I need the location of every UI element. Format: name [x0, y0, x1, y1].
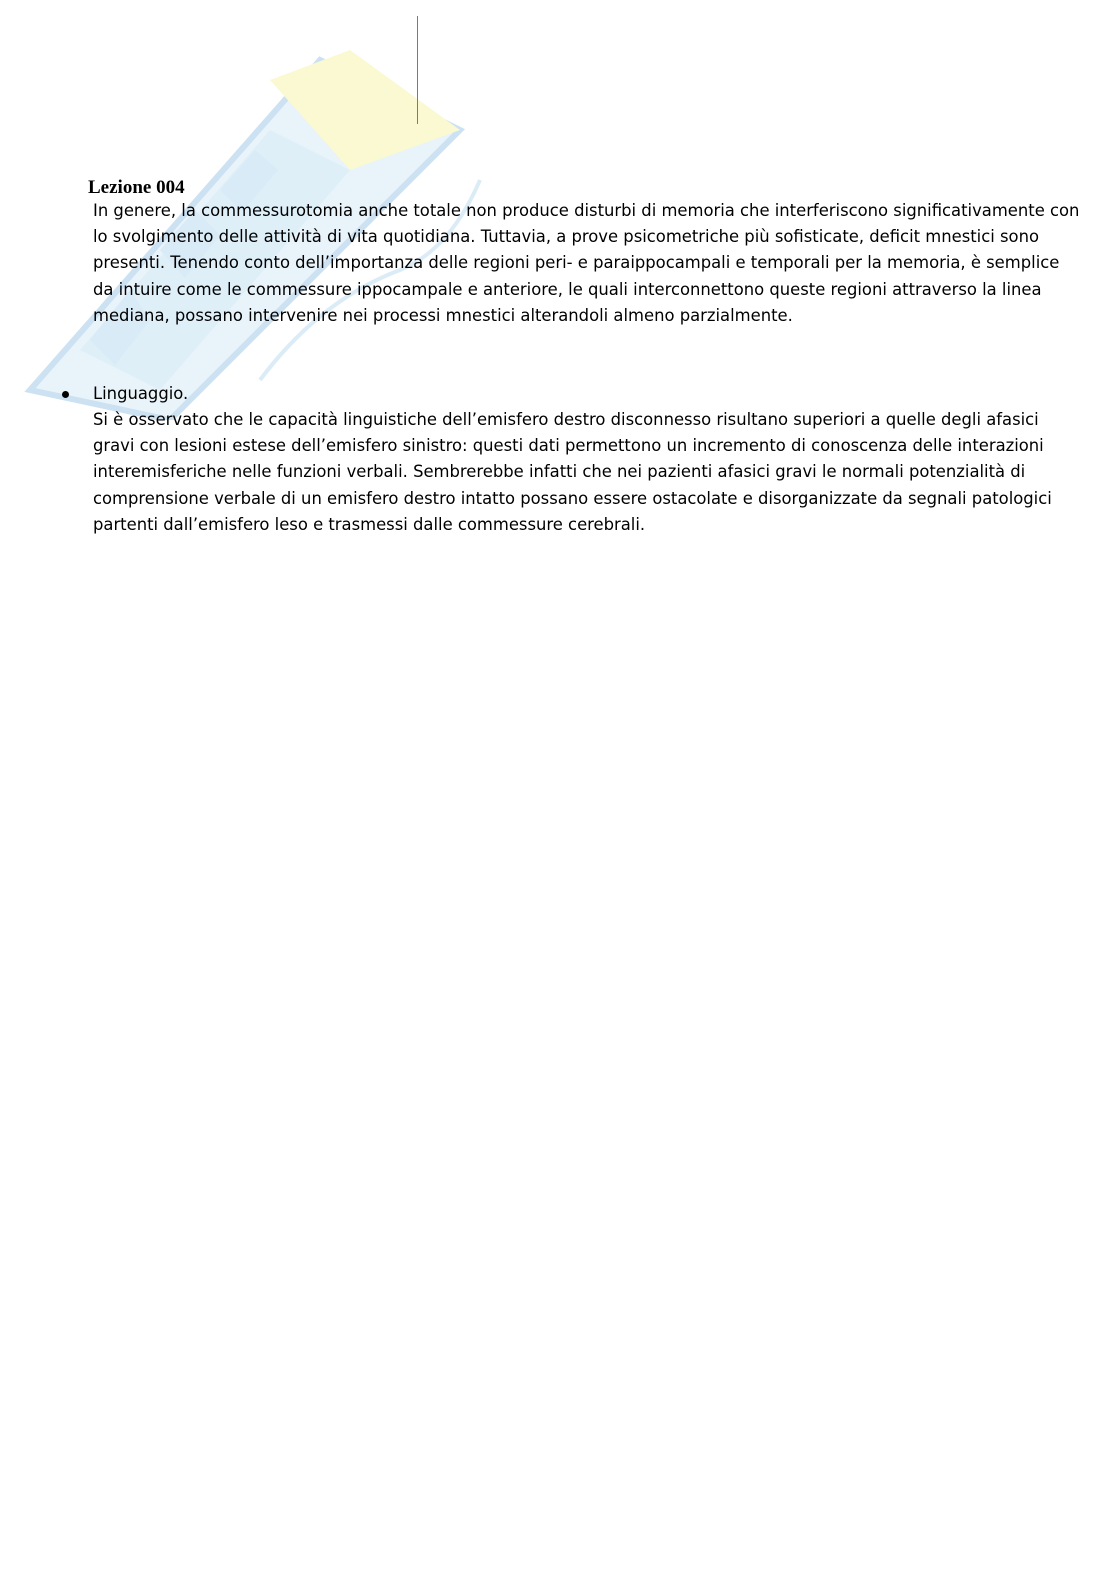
paragraph-memory: In genere, la commessurotomia anche totale non produce disturbi di memoria che interferiscono significativamente con lo svolgimento delle attività di vita quotidiana. Tuttavia, a prove psicometriche più sofisticate, deficit mnestici sono presenti. Tenendo conto dell’importanza delle regioni peri- e paraippocampali e temporali per la memoria, è semplice da intuire come le commessure ippocampale e anteriore, le quali interconnettono queste regioni attraverso la linea mediana, possano intervenire nei processi mnestici alterandoli almeno parzialmente. — [93, 201, 1080, 325]
bullet-heading: Linguaggio. — [93, 384, 189, 403]
bullet-icon — [62, 391, 69, 398]
lesson-title: Lezione 004 — [88, 177, 185, 198]
paragraph-language: Si è osservato che le capacità linguistiche dell’emisfero destro disconnesso risultano superiori a quelle degli afasici gravi con lesioni estese dell’emisfero sinistro: questi dati permettono un incremento di conoscenza delle interazioni interemisferiche nelle funzioni verbali. Sembrerebbe infatti che nei pazienti afasici gravi le normali potenzialità di comprensione verbale di un emisfero destro intatto possano essere ostacolate e disorganizzate da segnali patologici partenti dall’emisfero leso e trasmessi dalle commessure cerebrali. — [93, 410, 1052, 534]
top-vertical-rule — [417, 16, 418, 124]
